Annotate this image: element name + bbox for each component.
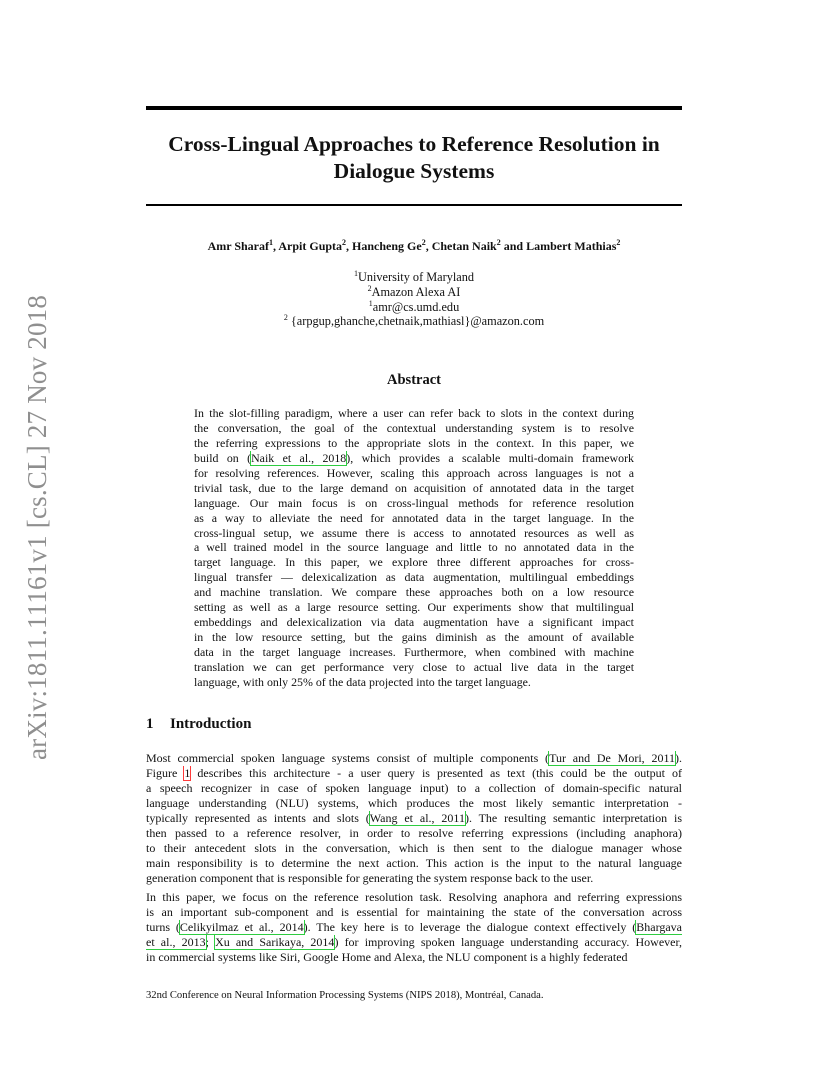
text-line: and machine translation. We compare these approaches both on a low resource [194,585,634,600]
citation-link[interactable]: Celikyilmaz et al., 2014 [179,919,304,934]
author-affiliation-mark: 2 [342,238,347,247]
text-segment: turns ( [146,919,180,934]
text-segment: describes this architecture - a user query is presented as text (this could be the output of [190,765,682,780]
citation-link[interactable]: Tur and De Mori, 2011 [549,751,676,765]
section-title: Introduction [170,716,252,732]
intro-paragraph-1 [146,751,682,885]
text-line: embeddings and delexicalization via data augmentation have a significant impact [194,615,634,630]
text-line: trivial task, due to the large demand on acquisition of annotated data in the target [194,480,634,495]
affiliation-text: Amazon Alexa AI [371,284,461,299]
title-bottom-rule [146,204,682,206]
text-line: is an important sub-component and is essential for maintaining the state of the conversation across [146,904,682,919]
affiliation-mark: 1 [353,269,358,278]
author-name: Chetan Naik [431,239,497,253]
author-list [146,239,682,254]
affiliation-line [146,314,682,329]
text-line: a speech recognizer in case of spoken language input) to a collection of domain-specific natural [146,780,682,795]
intro-paragraph-2 [146,890,682,965]
text-line: In the slot-filling paradigm, where a user can refer back to slots in the context during [194,406,634,420]
text-segment: Figure [146,765,185,780]
title-line: Cross-Lingual Approaches to Reference Resolution in [168,132,660,156]
text-segment: ). The key here is to leverage the dialogue context effectively ( [303,919,637,934]
text-line: language. Our main focus is on cross-lingual methods for reference resolution [194,495,634,510]
text-line: lingual transfer — delexicalization as data augmentation, multilingual embeddings [194,570,634,585]
citation-link[interactable]: Bhargava [636,919,682,934]
author-name: Hancheng Ge [352,239,422,253]
text-line: translation we can get performance very close to actual live data in the target [194,659,634,674]
text-line [146,811,682,826]
author-affiliation-mark: 1 [269,238,274,247]
affiliation-line [146,270,682,285]
author-affiliation-mark: 2 [496,238,501,247]
author-affiliation-mark: 2 [616,238,621,247]
citation-link[interactable]: Wang et al., 2011 [369,810,465,825]
affiliations [146,270,682,329]
text-line: generation component that is responsible for generating the system response back to the user. [146,870,594,885]
affiliation-mark: 2 [283,313,288,323]
section-heading-introduction [146,716,251,733]
text-line: language understanding (NLU) systems, which produces the most likely semantic interpretation - [146,795,682,810]
text-segment: ), which provides a scalable multi-domain framework [346,450,634,465]
author-name: Arpit Gupta [278,239,343,253]
text-line: language, with only 25% of the data projected into the target language. [194,674,531,689]
figure-reference-link[interactable]: 1 [184,765,191,780]
abstract-heading: Abstract [387,372,441,388]
text-line: target language. In this paper, we explore three different approaches for cross- [194,555,634,570]
text-line: a well trained model in the source language and little to no annotated data in the [194,540,634,555]
text-segment: Most commercial spoken language systems consist of multiple components ( [146,751,550,765]
text-segment: build on ( [194,450,252,465]
text-line [194,451,634,466]
text-line: the conversation, the goal of the contextual understanding system is to resolve [194,420,634,435]
text-line: setting as well as a large resource setting. Our experiments show that multilingual [194,600,634,615]
text-line: cross-lingual setup, we assume there is access to annotated resources as well as [194,525,634,540]
affiliation-line [146,285,682,300]
text-segment: typically represented as intents and slots ( [146,810,370,825]
conference-footnote: 32nd Conference on Neural Information Processing Systems (NIPS 2018), Montréal, Canada. [146,990,544,1001]
affiliation-line [146,300,682,315]
text-line: in the low resource setting, but the gains diminish as the amount of available [194,630,634,645]
section-number: 1 [146,716,154,732]
text-line [146,935,682,950]
citation-link[interactable]: et al., 2013 [146,934,206,949]
text-line: then passed to a reference resolver, in order to resolve referring expressions (including anaphora) [146,825,682,840]
text-line: to their antecedent slots in the conversation, which is then sent to the dialogue manager whose [146,840,682,855]
text-line: In this paper, we focus on the reference resolution task. Resolving anaphora and referring expressions [146,890,682,904]
affiliation-text: amr@cs.umd.edu [372,299,460,314]
text-line: in commercial systems like Siri, Google Home and Alexa, the NLU component is a highly federated [146,949,628,964]
abstract-body [194,406,634,690]
text-line: main responsibility is to determine the next action. This action is the input to the natural language [146,855,682,870]
paper-title [146,131,682,185]
title-top-rule [146,106,682,110]
affiliation-mark: 1 [368,298,373,308]
author-separator: , [346,239,353,253]
author-name: Amr Sharaf [207,239,270,253]
author-separator: and [500,239,527,253]
text-line [146,751,682,766]
author-separator: , [425,239,432,253]
author-separator: , [273,239,279,253]
citation-link[interactable]: Naik et al., 2018 [251,450,347,465]
affiliation-mark: 2 [367,283,372,293]
text-segment: ). [675,751,682,765]
author-affiliation-mark: 2 [421,238,426,247]
text-segment: ). The resulting semantic interpretation is [464,810,682,825]
affiliation-text: {arpgup,ghanche,chetnaik,mathiasl}@amazon.com [287,314,545,329]
text-line [146,920,682,935]
title-line: Dialogue Systems [333,159,495,183]
text-segment: ; [205,934,216,949]
text-line: for resolving references. However, scaling this approach across languages is not a [194,465,634,480]
text-segment: ) for improving spoken language understanding accuracy. However, [334,934,682,949]
text-line [146,766,682,781]
text-line: the referring expressions to the appropriate slots in the context. In this paper, we [194,435,634,450]
arxiv-identifier-stamp: arXiv:1811.11161v1 [cs.CL] 27 Nov 2018 [22,294,52,760]
affiliation-text: University of Maryland [357,270,475,284]
citation-link[interactable]: Xu and Sarikaya, 2014 [215,934,335,949]
author-name: Lambert Mathias [526,239,617,253]
text-line: data in the target language increases. Furthermore, when combined with machine [194,645,634,659]
text-line: as a way to alleviate the need for annotated data in the target language. In the [194,510,634,525]
